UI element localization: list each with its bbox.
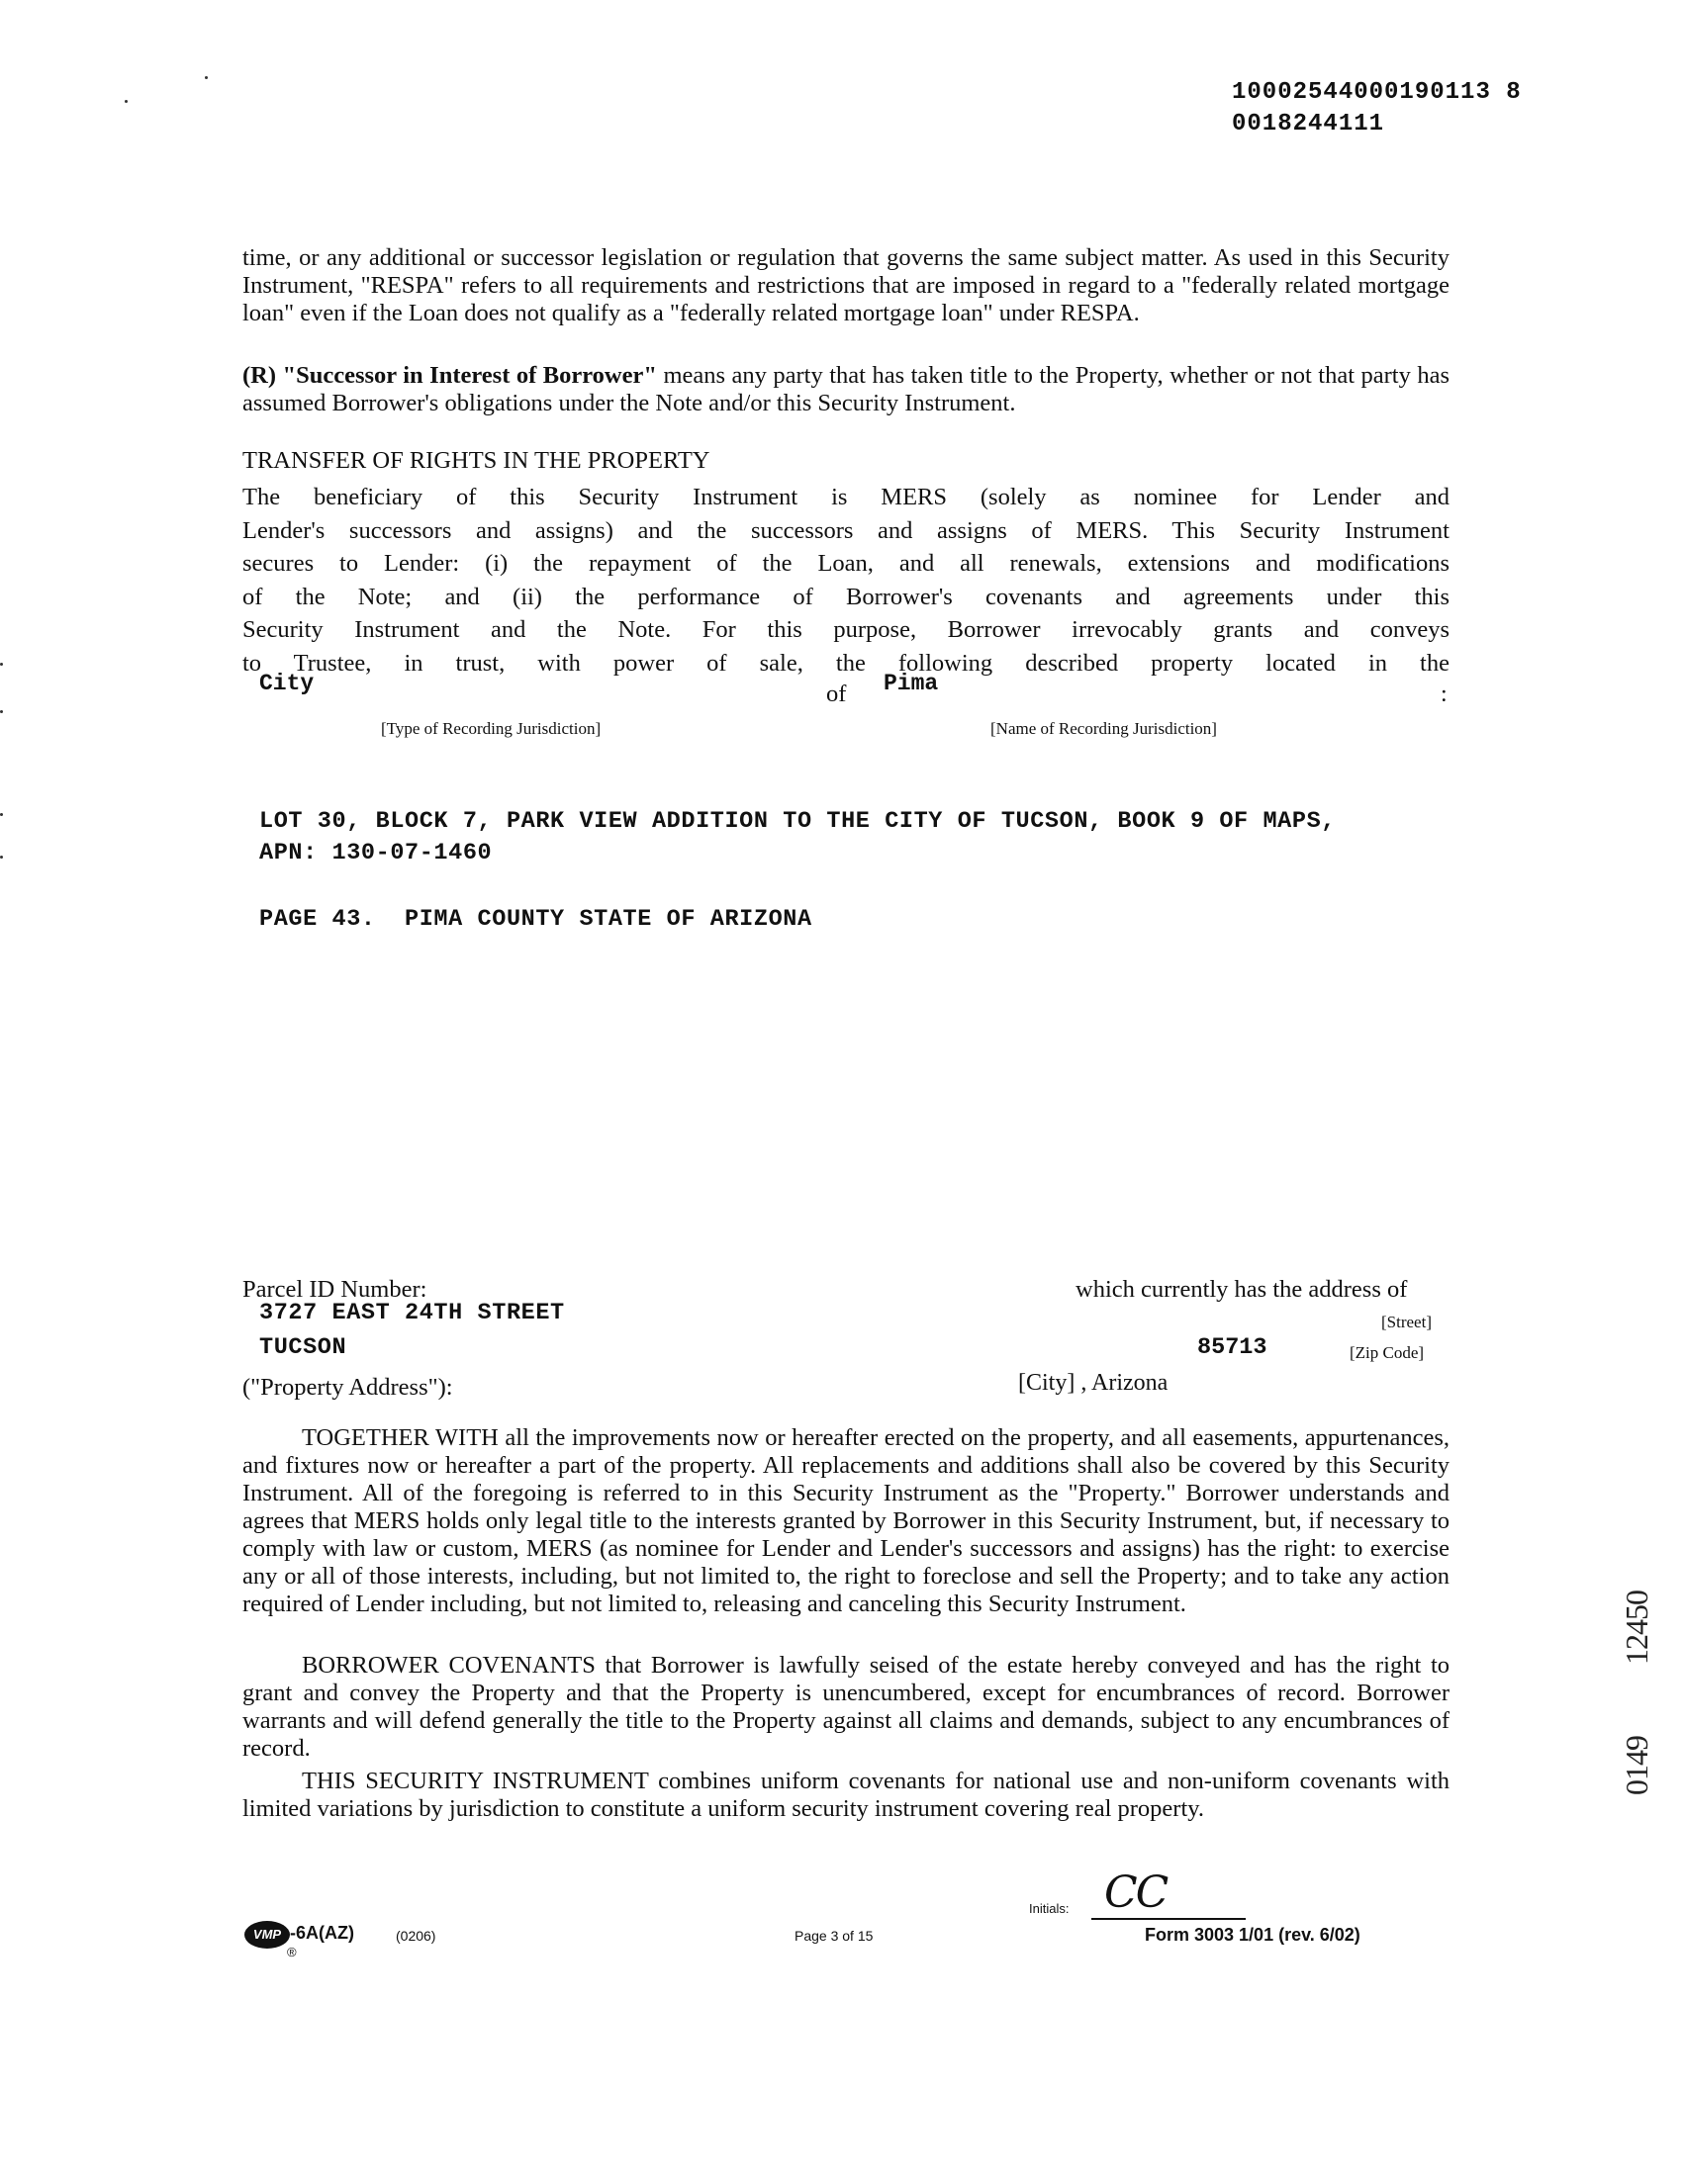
definition-r-text: means any party that has taken title to the Property, whether or not that party has assumed Borrower's obligations under the Note and/or this Security Instrument. xyxy=(242,362,1450,416)
vmp-logo xyxy=(244,1921,290,1949)
zip-caption: [Zip Code] xyxy=(1350,1343,1425,1362)
transfer-line: secures to Lender: (i) the repayment of the Loan, and all renewals, extensions and modifications xyxy=(242,550,1450,577)
city-state-text: [City] , Arizona xyxy=(1018,1370,1169,1396)
scan-speck xyxy=(205,76,208,79)
loan-number-header xyxy=(1232,77,1522,140)
registered-mark: ® xyxy=(287,1945,297,1959)
parcel-label: Parcel ID Number: xyxy=(242,1276,427,1303)
property-address-label: ("Property Address"): xyxy=(242,1374,453,1401)
type-caption: [Type of Recording Jurisdiction] xyxy=(381,719,602,738)
legal-line: LOT 30, BLOCK 7, PARK VIEW ADDITION TO THE CITY OF TUCSON, BOOK 9 OF MAPS, xyxy=(259,808,1336,835)
which-label: which currently has the address of xyxy=(1076,1276,1408,1303)
zip-code: 85713 xyxy=(1197,1334,1267,1361)
scan-mark xyxy=(0,663,3,666)
respa-paragraph: time, or any additional or successor legislation or regulation that governs the same subject matter. As used in this Security Instrument, "RESPA" refers to all requirements and restrictions that are imposed in regard to a "federally related mortgage loan" even if the Loan does not qualify as a "federally related mortgage loan" under RESPA. xyxy=(242,244,1450,326)
transfer-line: Lender's successors and assigns) and the successors and assigns of MERS. This Security Instrument xyxy=(242,516,1450,544)
scan-mark xyxy=(0,856,3,859)
jurisdiction-type: City xyxy=(259,671,315,696)
transfer-line: The beneficiary of this Security Instrument is MERS (solely as nominee for Lender and xyxy=(242,484,1450,510)
name-caption: [Name of Recording Jurisdiction] xyxy=(990,719,1217,738)
form-date: (0206) xyxy=(396,1928,436,1944)
definition-r-label: (R) "Successor in Interest of Borrower" xyxy=(242,362,657,389)
jurisdiction-colon: : xyxy=(1441,682,1448,707)
security-instrument-paragraph: THIS SECURITY INSTRUMENT combines uniform covenants for national use and non-uniform covenants with limited variations by jurisdiction to constitute a uniform security instrument covering real property. xyxy=(242,1768,1450,1822)
recording-stamp-top: 12450 xyxy=(1619,1591,1654,1665)
transfer-line: Security Instrument and the Note. For this purpose, Borrower irrevocably grants and conveys xyxy=(242,616,1450,643)
transfer-paragraph xyxy=(242,481,1450,680)
loan-number: 10002544000190113 8 xyxy=(1232,79,1522,106)
form-number: Form 3003 1/01 (rev. 6/02) xyxy=(1145,1925,1360,1945)
apn: APN: 130-07-1460 xyxy=(259,840,493,866)
city-state-caption xyxy=(1006,1343,1168,1397)
jurisdiction-name: Pima xyxy=(884,671,939,696)
of-word: of xyxy=(826,681,847,707)
min-number: 0018244111 xyxy=(1232,111,1385,137)
borrower-covenants-paragraph: BORROWER COVENANTS that Borrower is lawfully seised of the estate hereby conveyed and has the right to grant and convey the Property and that the Property is unencumbered, except for encumbrances of record. Borrower warrants and will defend generally the title to the Property against all claims and demands, subject to any encumbrances of record. xyxy=(242,1652,1450,1762)
vmp-logo-text: VMP xyxy=(252,1927,282,1942)
legal-line: PAGE 43. PIMA COUNTY STATE OF ARIZONA xyxy=(259,906,812,933)
together-paragraph: TOGETHER WITH all the improvements now or hereafter erected on the property, and all easements, appurtenances, and fixtures now or hereafter a part of the property. All replacements and additions shall also be covered by this Security Instrument. All of the foregoing is referred to in this Security Instrument as the "Property." Borrower understands and agrees that MERS holds only legal title to the interests granted by Borrower in this Security Instrument, but, if necessary to comply with law or custom, MERS (as nominee for Lender and Lender's successors and assigns) has the right: to exercise any or all of those interests, including, but not limited to, the right to foreclose and sell the Property; and to take any action required of Lender including, but not limited to, releasing and canceling this Security Instrument. xyxy=(242,1424,1450,1617)
scan-speck xyxy=(125,100,128,103)
city: TUCSON xyxy=(259,1334,347,1361)
initials-line xyxy=(1091,1918,1246,1920)
page-number: Page 3 of 15 xyxy=(795,1928,874,1944)
scan-mark xyxy=(0,710,3,713)
initials-signature: CC xyxy=(1104,1867,1168,1918)
transfer-line: to Trustee, in trust, with power of sale, the following described property located in the xyxy=(242,649,1450,677)
recording-stamp xyxy=(1617,1591,1656,1665)
definition-r xyxy=(242,362,1450,417)
form-code: -6A(AZ) xyxy=(290,1923,354,1943)
recording-stamp xyxy=(1617,1736,1656,1795)
street-caption: [Street] xyxy=(1381,1313,1432,1331)
transfer-line: of the Note; and (ii) the performance of Borrower's covenants and agreements under this xyxy=(242,583,1450,610)
initials-label: Initials: xyxy=(1029,1901,1070,1916)
transfer-heading: TRANSFER OF RIGHTS IN THE PROPERTY xyxy=(242,447,710,474)
scan-mark xyxy=(0,813,3,816)
recording-stamp-bottom: 0149 xyxy=(1619,1736,1654,1795)
street-address: 3727 EAST 24TH STREET xyxy=(259,1300,565,1326)
